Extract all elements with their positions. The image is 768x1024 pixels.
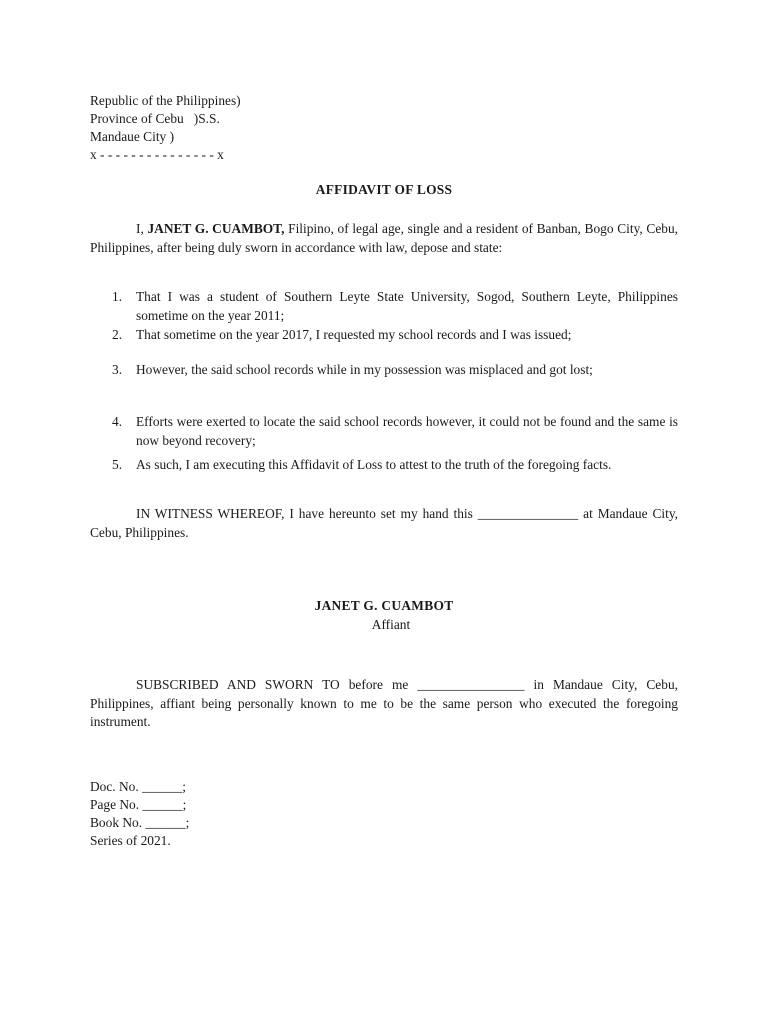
venue-block: [90, 92, 678, 164]
venue-republic: Republic of the Philippines): [90, 93, 241, 108]
list-item-1: [90, 288, 678, 325]
intro-paragraph: [90, 220, 678, 257]
jurat-paragraph: [90, 676, 678, 732]
list-item-3: [90, 361, 678, 380]
list-item-4: [90, 413, 678, 450]
list-item-number: 1.: [112, 289, 123, 304]
witness-paragraph: [90, 505, 678, 542]
document-title: AFFIDAVIT OF LOSS: [315, 182, 453, 197]
list-item-text: That sometime on the year 2017, I requested my school records and I was issued;: [136, 327, 572, 342]
doc-number: Doc. No. ______;: [90, 779, 186, 794]
series-year: Series of 2021.: [90, 833, 171, 848]
intro-prefix: I,: [136, 221, 148, 236]
intro-rest: Filipino, of legal age, single and a resident of Banban, Bogo City, Cebu, Philippines, after being duly sworn in accordance with law, depose and state:: [90, 221, 679, 255]
venue-province: Province of Cebu )S.S.: [90, 111, 220, 126]
list-item-text: However, the said school records while in my possession was misplaced and got lost;: [136, 362, 593, 377]
book-number: Book No. ______;: [90, 815, 190, 830]
list-item-number: 3.: [112, 362, 123, 377]
jurat-text: SUBSCRIBED AND SWORN TO before me ________________ in Mandaue City, Cebu, Philippines, affiant being personally known to me to be the same person who executed the foregoing instrument.: [90, 677, 678, 729]
list-item-number: 2.: [112, 327, 123, 342]
list-item-2: [90, 326, 678, 345]
list-item-number: 4.: [112, 414, 123, 429]
list-item-text: That I was a student of Southern Leyte State University, Sogod, Southern Leyte, Philippines sometime on the year 2011;: [136, 289, 678, 323]
list-item-5: [90, 456, 678, 475]
list-item-text: Efforts were exerted to locate the said school records however, it could not be found and the same is now beyond recovery;: [136, 414, 678, 448]
witness-text: IN WITNESS WHEREOF, I have hereunto set my hand this _______________ at Mandaue City, Cebu, Philippines.: [90, 506, 678, 540]
list-item-number: 5.: [112, 457, 123, 472]
list-item-text: As such, I am executing this Affidavit of Loss to attest to the truth of the foregoing facts.: [136, 457, 612, 472]
affiant-role: Affiant: [371, 617, 411, 632]
notarial-details: [90, 778, 189, 850]
venue-separator: x - - - - - - - - - - - - - - - x: [90, 147, 224, 162]
affiant-name-inline: JANET G. CUAMBOT,: [147, 221, 285, 236]
venue-city: Mandaue City ): [90, 129, 175, 144]
affiant-name: JANET G. CUAMBOT: [314, 598, 454, 613]
page-number: Page No. ______;: [90, 797, 187, 812]
signature-block: [0, 596, 768, 634]
